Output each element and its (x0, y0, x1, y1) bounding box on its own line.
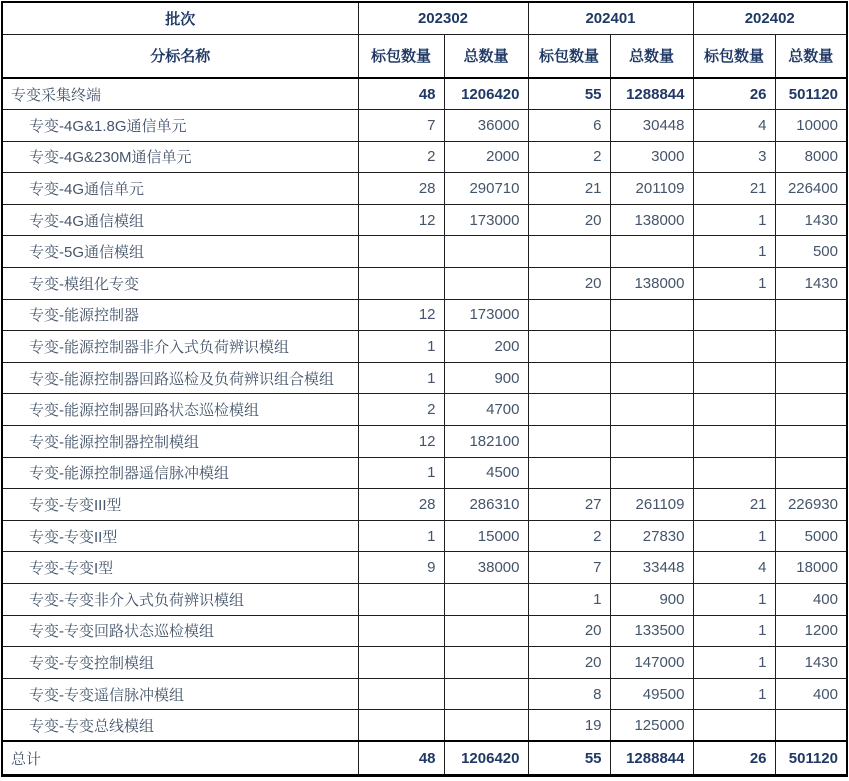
package-count-cell (693, 362, 775, 394)
package-count-cell (358, 236, 444, 268)
total-qty-cell: 226930 (775, 489, 847, 521)
package-count-cell: 1 (693, 520, 775, 552)
package-count-cell: 27 (528, 489, 610, 521)
package-count-cell (693, 710, 775, 742)
total-qty-cell (444, 678, 528, 710)
total-qty-cell (775, 394, 847, 426)
package-count-cell: 19 (528, 710, 610, 742)
row-name-cell: 专变-能源控制器遥信脉冲模组 (2, 457, 358, 489)
package-count-cell (528, 362, 610, 394)
package-count-cell (528, 331, 610, 363)
total-qty-cell: 900 (610, 584, 693, 616)
total-qty-cell (610, 362, 693, 394)
row-name-cell: 专变-能源控制器控制模组 (2, 426, 358, 458)
total-qty-cell: 226400 (775, 173, 847, 205)
row-name-cell: 专变采集终端 (2, 78, 358, 110)
package-count-cell (693, 331, 775, 363)
table-row (2, 426, 847, 458)
total-qty-cell: 182100 (444, 426, 528, 458)
row-name-cell: 专变-专变非介入式负荷辨识模组 (2, 584, 358, 616)
package-count-cell (528, 299, 610, 331)
total-qty-cell (775, 426, 847, 458)
total-qty-cell (444, 236, 528, 268)
total-qty-cell: 147000 (610, 647, 693, 679)
total-qty-cell: 5000 (775, 520, 847, 552)
table-body (2, 78, 847, 775)
row-name-cell: 专变-专变回路状态巡检模组 (2, 615, 358, 647)
package-count-cell: 6 (528, 110, 610, 142)
total-qty-cell: 10000 (775, 110, 847, 142)
package-count-cell (528, 426, 610, 458)
package-count-cell: 21 (693, 173, 775, 205)
total-qty-cell (610, 331, 693, 363)
table-row (2, 520, 847, 552)
row-name-cell: 专变-专变控制模组 (2, 647, 358, 679)
row-name-cell: 专变-专变III型 (2, 489, 358, 521)
package-count-cell (358, 647, 444, 679)
package-count-cell: 1 (358, 362, 444, 394)
total-qty-cell (610, 426, 693, 458)
table-header (2, 2, 847, 78)
package-count-cell: 26 (693, 741, 775, 775)
total-qty-cell: 15000 (444, 520, 528, 552)
total-qty-cell: 261109 (610, 489, 693, 521)
total-qty-cell (610, 457, 693, 489)
row-name-cell: 专变-5G通信模组 (2, 236, 358, 268)
package-count-cell (693, 457, 775, 489)
row-name-cell: 总计 (2, 741, 358, 775)
package-count-cell: 7 (358, 110, 444, 142)
package-count-cell: 4 (693, 552, 775, 584)
row-name-cell: 专变-4G通信模组 (2, 204, 358, 236)
total-qty-cell (775, 331, 847, 363)
total-qty-cell: 200 (444, 331, 528, 363)
package-count-cell (693, 394, 775, 426)
row-name-cell: 专变-专变总线模组 (2, 710, 358, 742)
row-name-cell: 专变-专变遥信脉冲模组 (2, 678, 358, 710)
package-count-cell: 1 (358, 457, 444, 489)
table-row (2, 457, 847, 489)
package-count-cell: 1 (693, 204, 775, 236)
package-count-cell: 2 (358, 394, 444, 426)
row-name-cell: 专变-模组化专变 (2, 268, 358, 300)
total-qty-cell (444, 615, 528, 647)
table-row (2, 141, 847, 173)
package-count-cell: 2 (528, 520, 610, 552)
total-qty-cell (610, 394, 693, 426)
total-qty-cell: 125000 (610, 710, 693, 742)
total-qty-cell: 138000 (610, 204, 693, 236)
table-row (2, 615, 847, 647)
total-qty-cell: 3000 (610, 141, 693, 173)
batch-202302-header: 202302 (358, 2, 528, 34)
package-count-cell: 28 (358, 489, 444, 521)
package-count-cell: 8 (528, 678, 610, 710)
batch-202401-header: 202401 (528, 2, 693, 34)
package-count-cell (693, 426, 775, 458)
package-count-cell: 55 (528, 78, 610, 110)
total-qty-cell: 900 (444, 362, 528, 394)
package-count-cell: 4 (693, 110, 775, 142)
total-qty-cell (444, 584, 528, 616)
package-count-cell: 21 (528, 173, 610, 205)
total-qty-header-2: 总数量 (610, 34, 693, 78)
table-row (2, 710, 847, 742)
package-count-header-3: 标包数量 (693, 34, 775, 78)
package-count-cell: 2 (358, 141, 444, 173)
row-name-cell: 专变-能源控制器回路状态巡检模组 (2, 394, 358, 426)
package-count-cell: 1 (693, 615, 775, 647)
table-row (2, 299, 847, 331)
package-count-cell (358, 268, 444, 300)
package-count-cell: 1 (528, 584, 610, 616)
table-row (2, 647, 847, 679)
total-qty-header-3: 总数量 (775, 34, 847, 78)
total-qty-cell: 33448 (610, 552, 693, 584)
row-name-cell: 专变-能源控制器非介入式负荷辨识模组 (2, 331, 358, 363)
total-qty-cell: 38000 (444, 552, 528, 584)
package-count-header-2: 标包数量 (528, 34, 610, 78)
total-qty-cell (775, 299, 847, 331)
package-count-cell (358, 615, 444, 647)
total-qty-cell: 1288844 (610, 78, 693, 110)
package-count-cell (528, 394, 610, 426)
package-count-cell: 1 (693, 584, 775, 616)
package-count-cell: 2 (528, 141, 610, 173)
total-qty-cell: 1430 (775, 204, 847, 236)
total-qty-cell: 173000 (444, 299, 528, 331)
table-row (2, 204, 847, 236)
total-qty-cell (444, 647, 528, 679)
package-count-cell: 48 (358, 78, 444, 110)
table-row (2, 552, 847, 584)
package-count-cell: 12 (358, 299, 444, 331)
row-name-cell: 专变-专变I型 (2, 552, 358, 584)
total-qty-cell (610, 299, 693, 331)
package-count-cell: 1 (358, 520, 444, 552)
total-qty-cell: 36000 (444, 110, 528, 142)
total-qty-cell: 4500 (444, 457, 528, 489)
row-name-cell: 专变-4G&230M通信单元 (2, 141, 358, 173)
package-count-cell: 28 (358, 173, 444, 205)
total-qty-cell: 138000 (610, 268, 693, 300)
package-count-cell (358, 710, 444, 742)
package-count-cell: 12 (358, 426, 444, 458)
total-qty-header-1: 总数量 (444, 34, 528, 78)
total-qty-cell: 500 (775, 236, 847, 268)
batch-202402-header: 202402 (693, 2, 847, 34)
total-qty-cell: 1206420 (444, 741, 528, 775)
package-count-cell: 20 (528, 647, 610, 679)
total-qty-cell: 1430 (775, 647, 847, 679)
batch-label-header: 批次 (2, 2, 358, 34)
total-qty-cell: 8000 (775, 141, 847, 173)
row-name-cell: 专变-专变II型 (2, 520, 358, 552)
total-qty-cell: 1200 (775, 615, 847, 647)
row-name-cell: 专变-4G&1.8G通信单元 (2, 110, 358, 142)
total-qty-cell: 286310 (444, 489, 528, 521)
total-qty-cell: 30448 (610, 110, 693, 142)
total-qty-cell (610, 236, 693, 268)
package-count-cell: 20 (528, 204, 610, 236)
total-qty-cell: 201109 (610, 173, 693, 205)
total-qty-cell: 400 (775, 584, 847, 616)
total-qty-cell (775, 362, 847, 394)
package-count-cell: 48 (358, 741, 444, 775)
total-qty-cell (444, 710, 528, 742)
row-name-cell: 专变-能源控制器 (2, 299, 358, 331)
package-count-cell: 26 (693, 78, 775, 110)
procurement-table (1, 1, 848, 777)
row-name-cell: 专变-能源控制器回路巡检及负荷辨识组合模组 (2, 362, 358, 394)
table-row (2, 110, 847, 142)
package-count-cell: 12 (358, 204, 444, 236)
table-row (2, 489, 847, 521)
header-row-subcolumns (2, 34, 847, 78)
package-count-cell: 55 (528, 741, 610, 775)
package-count-cell: 7 (528, 552, 610, 584)
package-count-cell: 21 (693, 489, 775, 521)
header-row-batch (2, 2, 847, 34)
package-count-cell (358, 584, 444, 616)
total-qty-cell: 133500 (610, 615, 693, 647)
total-qty-cell (444, 268, 528, 300)
table-row (2, 78, 847, 110)
total-qty-cell: 2000 (444, 141, 528, 173)
package-count-cell: 1 (693, 268, 775, 300)
total-qty-cell: 1206420 (444, 78, 528, 110)
package-count-cell (358, 678, 444, 710)
total-qty-cell (775, 710, 847, 742)
table-row (2, 331, 847, 363)
row-name-cell: 专变-4G通信单元 (2, 173, 358, 205)
total-qty-cell: 1288844 (610, 741, 693, 775)
package-count-cell: 1 (693, 678, 775, 710)
package-count-cell: 20 (528, 615, 610, 647)
total-qty-cell: 501120 (775, 78, 847, 110)
package-count-cell: 1 (358, 331, 444, 363)
total-qty-cell: 501120 (775, 741, 847, 775)
table-row (2, 678, 847, 710)
total-qty-cell: 27830 (610, 520, 693, 552)
total-row (2, 741, 847, 775)
name-label-header: 分标名称 (2, 34, 358, 78)
total-qty-cell: 4700 (444, 394, 528, 426)
package-count-cell: 9 (358, 552, 444, 584)
package-count-cell (528, 457, 610, 489)
package-count-cell: 3 (693, 141, 775, 173)
table-row (2, 584, 847, 616)
total-qty-cell: 173000 (444, 204, 528, 236)
package-count-cell: 20 (528, 268, 610, 300)
total-qty-cell: 1430 (775, 268, 847, 300)
total-qty-cell: 18000 (775, 552, 847, 584)
package-count-header-1: 标包数量 (358, 34, 444, 78)
table-row (2, 394, 847, 426)
total-qty-cell: 400 (775, 678, 847, 710)
package-count-cell: 1 (693, 647, 775, 679)
total-qty-cell: 290710 (444, 173, 528, 205)
package-count-cell (528, 236, 610, 268)
table-row (2, 236, 847, 268)
total-qty-cell: 49500 (610, 678, 693, 710)
table-row (2, 268, 847, 300)
table-row (2, 362, 847, 394)
total-qty-cell (775, 457, 847, 489)
table-row (2, 173, 847, 205)
package-count-cell: 1 (693, 236, 775, 268)
package-count-cell (693, 299, 775, 331)
